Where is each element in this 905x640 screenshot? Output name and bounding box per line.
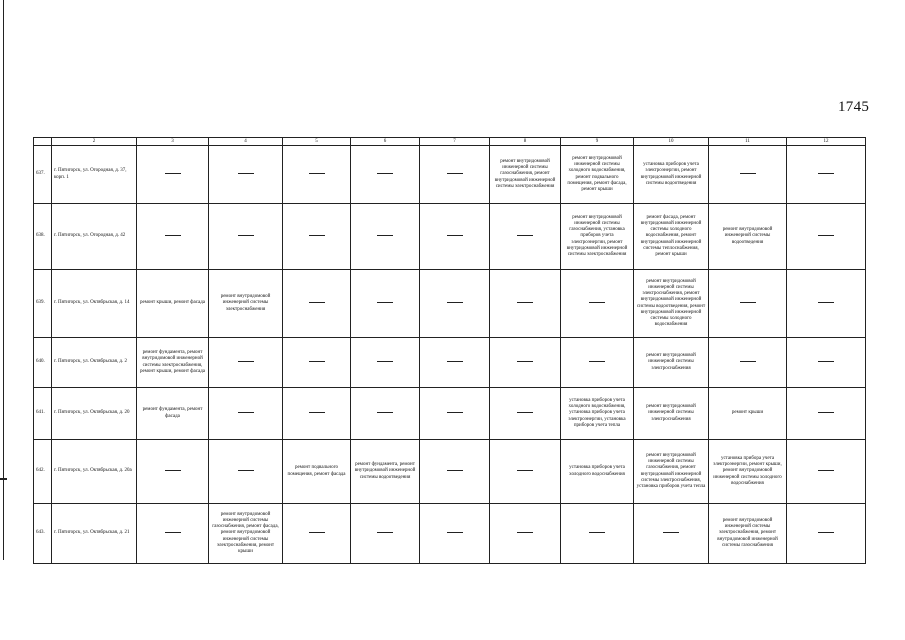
dash-mark xyxy=(165,173,181,174)
empty-cell xyxy=(283,270,351,338)
empty-cell xyxy=(490,270,561,338)
empty-cell xyxy=(787,388,866,440)
work-cell: установка приборов учета холодного водоснабжения, установка приборов учета электроэнергии, установка приборов учета тепла xyxy=(561,388,634,440)
dash-mark xyxy=(740,302,756,303)
dash-mark xyxy=(377,302,393,303)
address-cell: г. Пятигорск, ул. Октябрьская, д. 21 xyxy=(52,504,137,564)
empty-cell xyxy=(420,440,490,504)
column-number-7: 7 xyxy=(420,138,490,146)
empty-cell xyxy=(351,338,420,388)
table-row xyxy=(34,204,866,270)
work-cell: ремонт внутридомовой инженерной системы холодного водоснабжения, ремонт подвального помещения, ремонт фасада, ремонт крыши xyxy=(561,146,634,204)
empty-cell xyxy=(561,338,634,388)
column-number-4: 4 xyxy=(209,138,283,146)
work-cell: ремонт внутридомовой инженерной системы электроснабжения, ремонт внутридомовой инженерной системы газоснабжения xyxy=(709,504,787,564)
empty-cell xyxy=(351,270,420,338)
work-cell: установка приборов учета электроэнергии, ремонт внутридомовой инженерной системы водоотведения xyxy=(634,146,709,204)
empty-cell xyxy=(209,146,283,204)
column-number-12: 12 xyxy=(787,138,866,146)
dash-mark xyxy=(447,302,463,303)
dash-mark xyxy=(309,532,325,533)
dash-mark xyxy=(818,361,834,362)
dash-mark xyxy=(309,235,325,236)
dash-mark xyxy=(517,412,533,413)
address-cell: г. Пятигорск, ул. Огородная, д. 42 xyxy=(52,204,137,270)
dash-mark xyxy=(165,470,181,471)
empty-cell xyxy=(787,146,866,204)
address-cell: г. Пятигорск, ул. Октябрьская, д. 14 xyxy=(52,270,137,338)
empty-cell xyxy=(490,504,561,564)
dash-mark xyxy=(517,361,533,362)
empty-cell xyxy=(137,440,209,504)
repair-schedule-table xyxy=(33,137,866,564)
column-number-6: 6 xyxy=(351,138,420,146)
dash-mark xyxy=(165,532,181,533)
dash-mark xyxy=(818,302,834,303)
dash-mark xyxy=(818,235,834,236)
empty-cell xyxy=(209,440,283,504)
column-number-8: 8 xyxy=(490,138,561,146)
address-cell: г. Пятигорск, ул. Октябрьская, д. 20 xyxy=(52,388,137,440)
work-cell: ремонт крыши xyxy=(709,388,787,440)
dash-mark xyxy=(517,235,533,236)
empty-cell xyxy=(787,204,866,270)
address-cell: г. Пятигорск, ул. Октябрьская, д. 2 xyxy=(52,338,137,388)
dash-mark xyxy=(238,470,254,471)
empty-cell xyxy=(490,388,561,440)
dash-mark xyxy=(740,173,756,174)
empty-cell xyxy=(787,440,866,504)
column-number-2: 2 xyxy=(52,138,137,146)
empty-cell xyxy=(351,388,420,440)
row-number: 640. xyxy=(34,338,52,388)
dash-mark xyxy=(447,361,463,362)
empty-cell xyxy=(283,338,351,388)
empty-cell xyxy=(209,388,283,440)
row-number: 638. xyxy=(34,204,52,270)
dash-mark xyxy=(517,302,533,303)
dash-mark xyxy=(377,235,393,236)
work-cell: ремонт внутридомовой инженерной системы газоснабжения, ремонт внутридомовой инженерной системы электроснабжения, установка приборов учета тепла xyxy=(634,440,709,504)
dash-mark xyxy=(447,412,463,413)
empty-cell xyxy=(137,204,209,270)
dash-mark xyxy=(517,532,533,533)
empty-cell xyxy=(209,204,283,270)
page-number: 1745 xyxy=(838,99,870,115)
empty-cell xyxy=(283,204,351,270)
table-row xyxy=(34,338,866,388)
empty-cell xyxy=(787,338,866,388)
table-row xyxy=(34,440,866,504)
work-cell: ремонт внутридомовой инженерной системы электроснабжения xyxy=(634,338,709,388)
row-number: 641. xyxy=(34,388,52,440)
empty-cell xyxy=(490,440,561,504)
table-row xyxy=(34,270,866,338)
work-cell: ремонт внутридомовой инженерной системы электроснабжения, ремонт внутридомовой инженерной системы водоотведения, ремонт внутридомовой инженерной системы холодного водоснабжения xyxy=(634,270,709,338)
dash-mark xyxy=(447,532,463,533)
column-number-3: 3 xyxy=(137,138,209,146)
row-number: 642. xyxy=(34,440,52,504)
dash-mark xyxy=(238,173,254,174)
dash-mark xyxy=(818,412,834,413)
column-number-11: 11 xyxy=(709,138,787,146)
column-number-row xyxy=(34,138,866,146)
empty-cell xyxy=(420,504,490,564)
empty-cell xyxy=(420,146,490,204)
column-number-9: 9 xyxy=(561,138,634,146)
dash-mark xyxy=(377,173,393,174)
work-cell: ремонт внутридомовой инженерной системы газоснабжения, установка приборов учета электроэнергии, ремонт внутридомовой инженерной системы электроснабжения xyxy=(561,204,634,270)
empty-cell xyxy=(709,146,787,204)
empty-cell xyxy=(634,504,709,564)
left-margin-rule xyxy=(3,0,4,560)
address-cell: г. Пятигорск, ул. Октябрьская, д. 20а xyxy=(52,440,137,504)
work-cell: ремонт крыши, ремонт фасада xyxy=(137,270,209,338)
table-row xyxy=(34,146,866,204)
dash-mark xyxy=(447,470,463,471)
dash-mark xyxy=(447,173,463,174)
row-number: 637. xyxy=(34,146,52,204)
dash-mark xyxy=(165,235,181,236)
dash-mark xyxy=(309,361,325,362)
empty-cell xyxy=(420,270,490,338)
dash-mark xyxy=(238,235,254,236)
empty-cell xyxy=(351,146,420,204)
dash-mark xyxy=(309,173,325,174)
work-cell: ремонт внутридомовой инженерной системы газоснабжения, ремонт фасада, ремонт внутридомовой инженерной системы электроснабжения, ремонт крыши xyxy=(209,504,283,564)
dash-mark xyxy=(740,361,756,362)
dash-mark xyxy=(589,302,605,303)
dash-mark xyxy=(238,412,254,413)
dash-mark xyxy=(663,532,679,533)
address-cell: г. Пятигорск, ул. Огородная, д. 37, корп. 1 xyxy=(52,146,137,204)
empty-cell xyxy=(709,338,787,388)
dash-mark xyxy=(377,361,393,362)
column-number-1 xyxy=(34,138,52,146)
empty-cell xyxy=(351,504,420,564)
work-cell: ремонт внутридомовой инженерной системы электроснабжения xyxy=(209,270,283,338)
empty-cell xyxy=(787,270,866,338)
empty-cell xyxy=(283,388,351,440)
work-cell: ремонт фундамента, ремонт фасада xyxy=(137,388,209,440)
work-cell: ремонт фундамента, ремонт внутридомовой инженерной системы водоотведения xyxy=(351,440,420,504)
dash-mark xyxy=(309,302,325,303)
left-margin-tick xyxy=(0,478,7,480)
dash-mark xyxy=(447,235,463,236)
empty-cell xyxy=(787,504,866,564)
work-cell: установка приборов учета холодного водоснабжения xyxy=(561,440,634,504)
empty-cell xyxy=(490,204,561,270)
empty-cell xyxy=(137,504,209,564)
empty-cell xyxy=(137,146,209,204)
empty-cell xyxy=(561,504,634,564)
dash-mark xyxy=(377,532,393,533)
empty-cell xyxy=(420,204,490,270)
dash-mark xyxy=(589,361,605,362)
dash-mark xyxy=(818,532,834,533)
empty-cell xyxy=(709,270,787,338)
work-cell: ремонт фундамента, ремонт внутридомовой инженерной системы электроснабжения, ремонт крыши, ремонт фасада xyxy=(137,338,209,388)
column-number-10: 10 xyxy=(634,138,709,146)
table-row xyxy=(34,504,866,564)
dash-mark xyxy=(589,532,605,533)
dash-mark xyxy=(818,470,834,471)
empty-cell xyxy=(561,270,634,338)
dash-mark xyxy=(238,361,254,362)
table-body xyxy=(34,146,866,564)
work-cell: ремонт внутридомовой инженерной системы электроснабжения xyxy=(634,388,709,440)
empty-cell xyxy=(283,146,351,204)
table-row xyxy=(34,388,866,440)
row-number: 639. xyxy=(34,270,52,338)
empty-cell xyxy=(420,338,490,388)
column-number-5: 5 xyxy=(283,138,351,146)
dash-mark xyxy=(377,412,393,413)
empty-cell xyxy=(490,338,561,388)
work-cell: установка прибора учета электроэнергии, ремонт крыши, ремонт внутридомовой инженерной системы холодного водоснабжения xyxy=(709,440,787,504)
dash-mark xyxy=(818,173,834,174)
work-cell: ремонт фасада, ремонт внутридомовой инженерной системы холодного водоснабжения, ремонт внутридомовой инженерной системы теплоснабжения, ремонт крыши xyxy=(634,204,709,270)
work-cell: ремонт подвального помещения, ремонт фасада xyxy=(283,440,351,504)
empty-cell xyxy=(283,504,351,564)
empty-cell xyxy=(351,204,420,270)
empty-cell xyxy=(420,388,490,440)
row-number: 643. xyxy=(34,504,52,564)
empty-cell xyxy=(209,338,283,388)
work-cell: ремонт внутридомовой инженерной системы газоснабжения, ремонт внутридомовой инженерной системы электроснабжения xyxy=(490,146,561,204)
work-cell: ремонт внутридомовой инженерной системы водоотведения xyxy=(709,204,787,270)
dash-mark xyxy=(517,470,533,471)
dash-mark xyxy=(309,412,325,413)
